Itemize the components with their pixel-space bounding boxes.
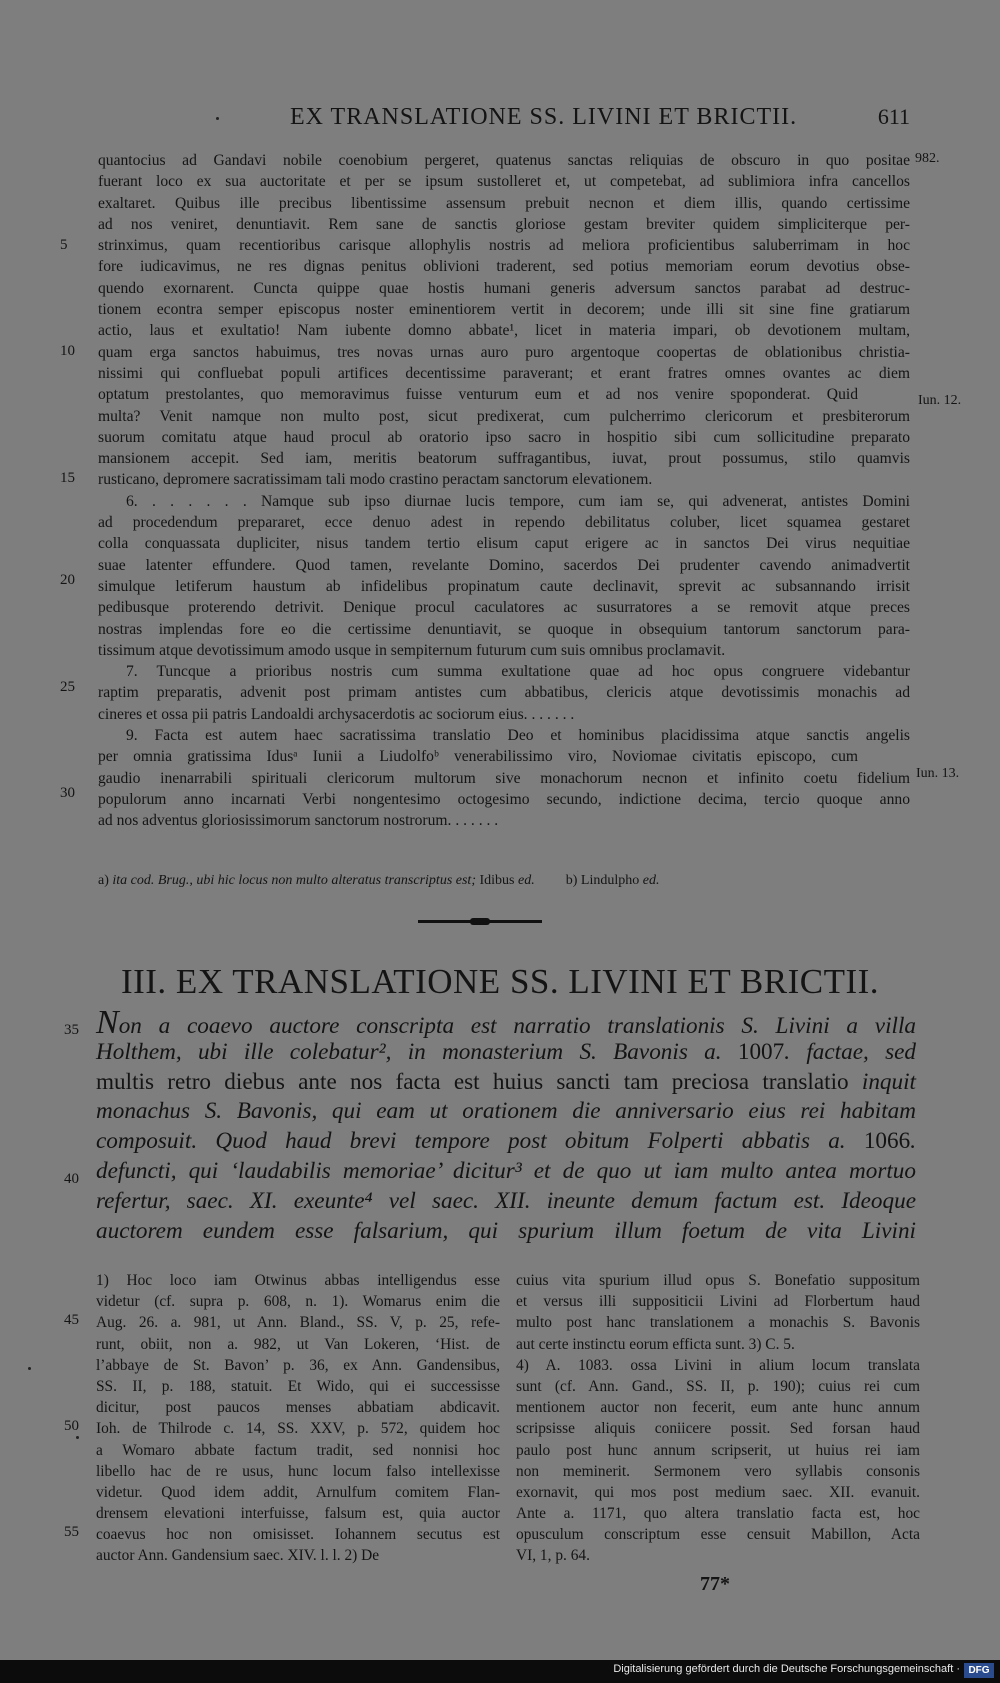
text-line: scripsisse aliquis coniicere possit. Sed forsan haud bbox=[516, 1420, 920, 1438]
intro-line: refertur, saec. XI. exeunte⁴ vel saec. XII. ineunte demum factum est. Ideoque bbox=[96, 1187, 916, 1214]
text-line: actio, laus et exultatio! Nam iubente domno abbate¹, licet in materia impari, ob devotionem multam, bbox=[98, 322, 910, 340]
running-header bbox=[0, 100, 1000, 136]
text-line: ad procedendum prepararet, ecce denuo adest in rependo debilitatus coluber, licet squamea gestaret bbox=[98, 514, 910, 532]
intro-line: composuit. Quod haud brevi tempore post obitum Folperti abbatis a. 1066. bbox=[96, 1128, 916, 1155]
text-line: sunt (cf. Ann. Gand., SS. II, p. 190); cuius rei cum bbox=[516, 1377, 920, 1395]
footnote-label: a) bbox=[98, 873, 109, 888]
margin-note-year: 982. bbox=[915, 151, 940, 166]
intro-line: Holthem, ubi ille colebatur², in monasterium S. Bavonis a. 1007. factae, sed bbox=[96, 1038, 916, 1065]
section-divider-ornament bbox=[470, 918, 490, 925]
text-line: per omnia gratissima Idusᵃ Iunii a Liudolfoᵇ venerabilissimo viro, Noviomae civitatis episcopo, cum bbox=[98, 748, 858, 766]
footnotes-top bbox=[98, 873, 659, 889]
intro-line: multis retro diebus ante nos facta est huius sancti tam preciosa translatio inquit bbox=[96, 1068, 916, 1095]
text-line: mansionem accepit. Sed iam, meritis beatorum suffragantibus, iuvat, prout possumus, stilo quamvis bbox=[98, 450, 910, 468]
footer-bar bbox=[0, 1660, 1000, 1683]
text-line: auctor Ann. Gandensium saec. XIV. l. l. 2) De bbox=[96, 1547, 380, 1565]
body-text bbox=[98, 150, 910, 832]
text-line: cineres et ossa pii patris Landoaldi archysacerdotis ac sociorum eius. . . . . . . bbox=[98, 705, 575, 723]
text-line: colla conquassata dupliciter, nisus tandem tertio elisum caput erigere ac in sanctos Dei virus nequitiae bbox=[98, 535, 910, 553]
footnote-text: ed. bbox=[642, 873, 660, 888]
text-line: coaevus hoc non omisisset. Iohannem secutus est bbox=[96, 1526, 500, 1544]
text-line: aut certe instinctu eorum efficta sunt. 3) C. 5. bbox=[516, 1335, 795, 1353]
footnotes-left-column bbox=[96, 1270, 500, 1567]
text-line: nissimi qui confluebat populi artifices decentissime paraverant; et erant fratres omnes ovantes ac diem bbox=[98, 364, 910, 382]
text-line: non meminerit. Sermonem vero syllabis consonis bbox=[516, 1462, 920, 1480]
text-line: paulo post hunc annum scripserit, ut huius rei iam bbox=[516, 1441, 920, 1459]
text-line: 9. Facta est autem haec sacratissima translatio Deo et hominibus placidissima atque sanctis angelis bbox=[126, 727, 910, 745]
text-line: dicitur, post paucos menses abbatiam abdicavit. bbox=[96, 1399, 500, 1417]
intro-line: monachus S. Bavonis, qui eam ut orationem die anniversario eius rei habitam bbox=[96, 1098, 916, 1125]
dfg-logo: DFG bbox=[964, 1663, 994, 1678]
text-line: nostras implendas fore eo die certissime denuntiavit, se quoque in obsequium tantorum sanctorum para- bbox=[98, 620, 910, 638]
text-line: exornavit, qui mos post medium saec. XII. evanuit. bbox=[516, 1483, 920, 1501]
margin-note-date: Iun. 12. bbox=[918, 393, 962, 408]
line-number: 50 bbox=[64, 1418, 79, 1434]
margin-note-date: Iun. 13. bbox=[916, 766, 960, 781]
text-line: Ante a. 1171, quo altera translatio facta est, hoc bbox=[516, 1505, 920, 1523]
text-line: videtur (cf. supra p. 608, n. 1). Womarus enim die bbox=[96, 1293, 500, 1311]
text-line: ad nos veniret, denuntiavit. Rem sane de sanctis gloriose gestam breviter quidem simpliciterque per- bbox=[98, 215, 910, 233]
text-line: multa? Venit namque non multo post, sicut predixerat, cum pulcherrimo clericorum et presbiterorum bbox=[98, 407, 910, 425]
text-line: suae latenter effundere. Quod tamen, revelante Domino, sacerdos Dei prudenter cavendo animadvertit bbox=[98, 556, 910, 574]
text-line: fore iudicavimus, ne res dignas penitus oblivioni traderent, sed potius memoriam eorum devotius obse- bbox=[98, 258, 910, 276]
text-line: quantocius ad Gandavi nobile coenobium pergeret, quatenus sanctas reliquias de obscuro in quo positae bbox=[98, 152, 910, 169]
line-number: 20 bbox=[60, 572, 75, 588]
text-line: rusticano, depromere sacratissimam tali modo crastino peractam sanctorum elevationem. bbox=[98, 471, 653, 489]
signature-mark: 77* bbox=[700, 1573, 730, 1595]
text-line: l’abbaye de St. Bavon’ p. 36, ex Ann. Gandensibus, bbox=[96, 1356, 500, 1374]
scan-speck bbox=[28, 1367, 31, 1370]
text-line: suorum comitatu atque haud procul ab oratorio ipso sacro in hospitio sibi cum sollicitudine preparato bbox=[98, 428, 910, 446]
scan-speck bbox=[76, 1436, 79, 1439]
text-line: populorum anno incarnati Verbi nongentesimo octogesimo secundo, indictione decima, tercio quoque anno bbox=[98, 790, 910, 808]
text-line: 1) Hoc loco iam Otwinus abbas intelligendus esse bbox=[96, 1272, 500, 1289]
footnote-text: Idibus bbox=[479, 873, 515, 888]
intro-line: Non a coaevo auctore conscripta est narratio translationis S. Livini a villa bbox=[96, 1004, 916, 1041]
text-line: VI, 1, p. 64. bbox=[516, 1547, 590, 1565]
section-heading: III. EX TRANSLATIONE SS. LIVINI ET BRICTII. bbox=[120, 962, 880, 1001]
intro-line: auctorem eundem esse falsarium, qui spurium illum foetum de vita Livini bbox=[96, 1217, 916, 1244]
text-line: cuius vita spurium illud opus S. Bonefatio suppositum bbox=[516, 1272, 920, 1289]
drop-initial: N bbox=[96, 1004, 119, 1041]
running-title: EX TRANSLATIONE SS. LIVINI ET BRICTII. bbox=[290, 104, 798, 130]
footnotes-right-column bbox=[516, 1270, 920, 1567]
text-line: quendo exornarent. Cuncta quippe quae hostis humani generis adversum sanctos parabat ad destruc- bbox=[98, 279, 910, 297]
text-line: exaltaret. Quibus ille precibus libentissime assensum prebuit necnon et diem illis, quando certissime bbox=[98, 194, 910, 212]
text-line: gaudio inenarrabili spirituali clericorum multorum sive monachorum necnon et infinito coetu fidelium bbox=[98, 769, 910, 787]
intro-text bbox=[96, 1004, 916, 1246]
footnote-text: ed. bbox=[518, 873, 535, 888]
text-line: drensem elevationi interfuisse, falsum est, quia auctor bbox=[96, 1505, 500, 1523]
scan-speck bbox=[216, 117, 219, 120]
text-line: videtur. Quod idem addit, Arnulfum comitem Flan- bbox=[96, 1483, 500, 1501]
line-number: 55 bbox=[64, 1524, 79, 1540]
line-number: 25 bbox=[60, 679, 75, 695]
text-line: runt, obiit, non a. 982, ut Van Lokeren, ‘Hist. de bbox=[96, 1335, 500, 1353]
text-line: optatum prestolantes, quo memoravimus fuisse venturum eum et ad nos venire spoponderat. Quid bbox=[98, 386, 858, 404]
text-line: simulque letiferum haustum ab infidelibus propinatum caute declinavit, sprevit ac subsannando irrisit bbox=[98, 577, 910, 595]
text-line: libello hac de re usus, hunc locum falso intellexisse bbox=[96, 1462, 500, 1480]
text-line: Ioh. de Thilrode c. 14, SS. XXV, p. 572, quidem hoc bbox=[96, 1420, 500, 1438]
line-number: 40 bbox=[64, 1171, 79, 1187]
text-line: tissimum atque devotissimum amodo usque in sempiternum futurum cum suis omnibus proclamavit. bbox=[98, 641, 726, 659]
text-line: Aug. 26. a. 981, ut Ann. Bland., SS. V, p. 25, refe- bbox=[96, 1314, 500, 1332]
text-line: ad nos adventus gloriosissimorum sanctorum nostrorum. . . . . . . bbox=[98, 812, 499, 830]
intro-line: defuncti, qui ‘laudabilis memoriae’ dicitur³ et de quo ut iam multo antea mortuo bbox=[96, 1157, 916, 1184]
line-number: 10 bbox=[60, 343, 75, 359]
text-line: opusculum conscriptum esse censuit Mabillon, Acta bbox=[516, 1526, 920, 1544]
text-line: et versus illi suppositicii Livini ad Florbertum haud bbox=[516, 1293, 920, 1311]
footnote-label: b) bbox=[565, 873, 578, 888]
text-line: 7. Tuncque a prioribus nostris cum summa exultatione quae ad hoc opus congruere videbantur bbox=[126, 663, 910, 681]
text-line: strinximus, quam recentioribus carisque allophylis nostris ad meliora proficientibus saluberrimam in hoc bbox=[98, 237, 910, 255]
text-line: SS. II, p. 188, statuit. Et Wido, qui ei successisse bbox=[96, 1377, 500, 1395]
line-number: 35 bbox=[64, 1022, 79, 1038]
text-line: 4) A. 1083. ossa Livini in alium locum translata bbox=[516, 1356, 920, 1374]
page-number: 611 bbox=[877, 104, 910, 129]
line-number: 5 bbox=[60, 237, 68, 253]
text-line: multo post hanc translationem a monachis S. Bavonis bbox=[516, 1314, 920, 1332]
text-line: pedibusque proterendo detrivit. Denique procul caculatores ac susurratores a se removit atque preces bbox=[98, 599, 910, 617]
footer-credit: Digitalisierung gefördert durch die Deutsche Forschungsgemeinschaft · bbox=[613, 1663, 960, 1675]
line-number: 45 bbox=[64, 1312, 79, 1328]
footnote-text: Lindulpho bbox=[580, 873, 640, 888]
footnote-text: ita cod. Brug., ubi hic locus non multo alteratus transcriptus est; bbox=[112, 873, 476, 888]
text-line: quam erga sanctos habuimus, tres novas urnas auro puro argentoque coopertas de oblationibus christia- bbox=[98, 343, 910, 361]
text-line: raptim preparatis, advenit post primam antistes cum abbatibus, clericis atque devotissimis monachis ad bbox=[98, 684, 910, 702]
text-line: 6. . . . . . . Namque sub ipso diurnae lucis tempore, cum iam se, qui advenerat, antistes Domini bbox=[126, 492, 910, 510]
text-line: a Womaro abbate factum tradit, sed nonnisi hoc bbox=[96, 1441, 500, 1459]
line-number: 15 bbox=[60, 470, 75, 486]
text-line: mentionem auctor non fecerit, eum ante hunc annum bbox=[516, 1399, 920, 1417]
text-line: tionem econtra semper episcopus noster eminentiorem vertit in decorem; unde illi sit sine fine gratiarum bbox=[98, 301, 910, 319]
text-line: fuerant loco ex sua auctoritate et per se ipsum sustolleret et, ut competebat, ad sublimiora infra cancellos bbox=[98, 173, 910, 191]
line-number: 30 bbox=[60, 785, 75, 801]
